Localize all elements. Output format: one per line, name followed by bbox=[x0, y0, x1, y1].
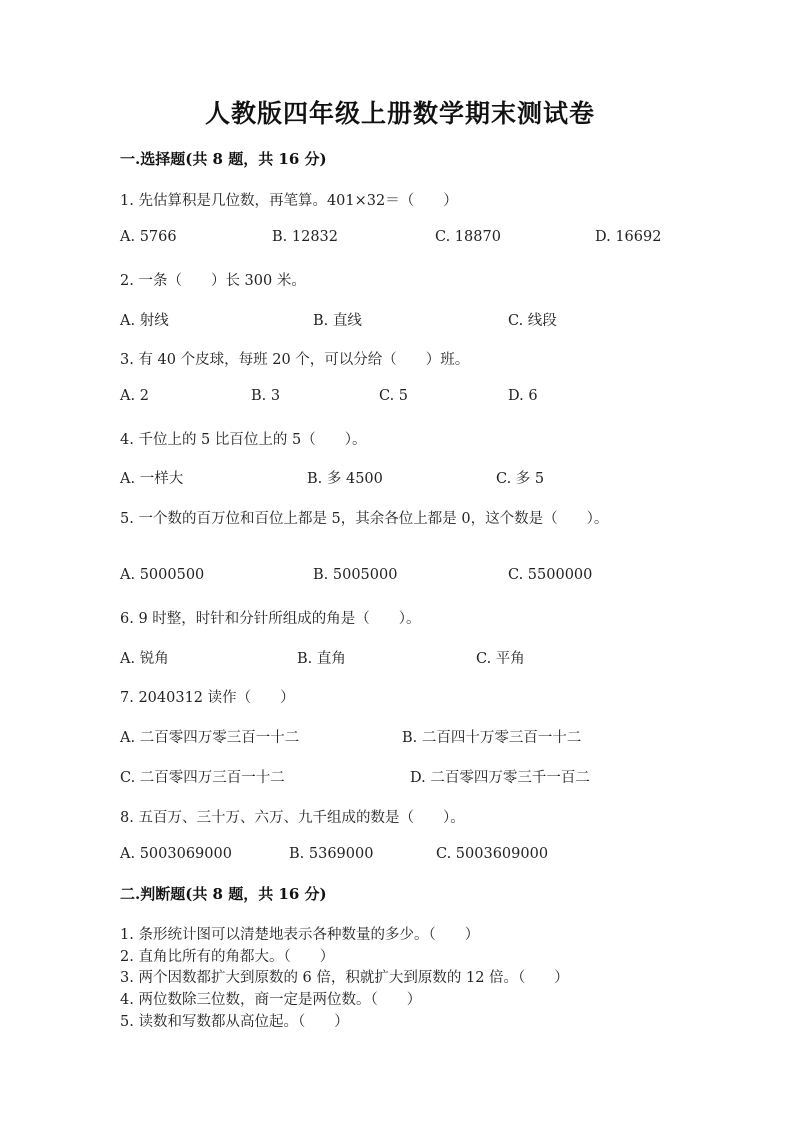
option-c: C. 5 bbox=[379, 388, 409, 404]
option-c: C. 多 5 bbox=[496, 471, 545, 487]
option-b: B. 3 bbox=[251, 388, 281, 404]
option-a: A. 5766 bbox=[120, 229, 177, 245]
option-b: B. 直线 bbox=[313, 313, 362, 329]
question-6: 6. 9 时整，时针和分针所组成的角是（ ）。 bbox=[120, 611, 421, 627]
option-d: D. 6 bbox=[508, 388, 538, 404]
option-b: B. 12832 bbox=[272, 229, 339, 245]
question-3: 3. 有 40 个皮球，每班 20 个，可以分给（ ）班。 bbox=[120, 352, 470, 368]
option-c: C. 线段 bbox=[508, 313, 557, 329]
option-d: D. 二百零四万零三千一百二 bbox=[410, 770, 590, 786]
document-title: 人教版四年级上册数学期末测试卷 bbox=[204, 99, 595, 128]
option-b: B. 直角 bbox=[297, 651, 346, 667]
option-d: D. 16692 bbox=[595, 229, 662, 245]
question-1: 1. 先估算积是几位数，再笔算。401×32＝（ ） bbox=[120, 193, 458, 209]
judge-item-3: 3. 两个因数都扩大到原数的 6 倍，积就扩大到原数的 12 倍。（ ） bbox=[120, 970, 569, 986]
judge-item-4: 4. 两位数除三位数，商一定是两位数。（ ） bbox=[120, 992, 422, 1008]
section-judge-title: 二.判断题(共 8 题，共 16 分) bbox=[120, 885, 327, 903]
option-c: C. 18870 bbox=[435, 229, 501, 245]
option-a: A. 一样大 bbox=[120, 471, 184, 487]
option-b: B. 多 4500 bbox=[307, 471, 383, 487]
section-choice-title: 一.选择题(共 8 题，共 16 分) bbox=[120, 150, 327, 168]
option-c: C. 5003609000 bbox=[436, 846, 549, 862]
judge-item-1: 1. 条形统计图可以清楚地表示各种数量的多少。（ ） bbox=[120, 927, 480, 943]
option-a: A. 5000500 bbox=[120, 567, 205, 583]
question-2: 2. 一条（ ）长 300 米。 bbox=[120, 273, 306, 289]
question-4: 4. 千位上的 5 比百位上的 5（ ）。 bbox=[120, 432, 367, 448]
option-a: A. 2 bbox=[120, 388, 149, 404]
option-a: A. 二百零四万零三百一十二 bbox=[120, 730, 300, 746]
option-c: C. 二百零四万三百一十二 bbox=[120, 770, 285, 786]
option-a: A. 5003069000 bbox=[120, 846, 232, 862]
option-b: B. 5369000 bbox=[289, 846, 374, 862]
option-c: C. 平角 bbox=[476, 651, 525, 667]
option-c: C. 5500000 bbox=[508, 567, 593, 583]
option-b: B. 5005000 bbox=[313, 567, 398, 583]
question-7: 7. 2040312 读作（ ） bbox=[120, 690, 295, 706]
option-a: A. 锐角 bbox=[120, 651, 169, 667]
question-8: 8. 五百万、三十万、六万、九千组成的数是（ ）。 bbox=[120, 810, 465, 826]
option-a: A. 射线 bbox=[120, 313, 169, 329]
question-5: 5. 一个数的百万位和百位上都是 5，其余各位上都是 0，这个数是（ ）。 bbox=[120, 511, 609, 527]
option-b: B. 二百四十万零三百一十二 bbox=[402, 730, 582, 746]
judge-item-2: 2. 直角比所有的角都大。（ ） bbox=[120, 949, 335, 965]
judge-item-5: 5. 读数和写数都从高位起。（ ） bbox=[120, 1014, 349, 1030]
